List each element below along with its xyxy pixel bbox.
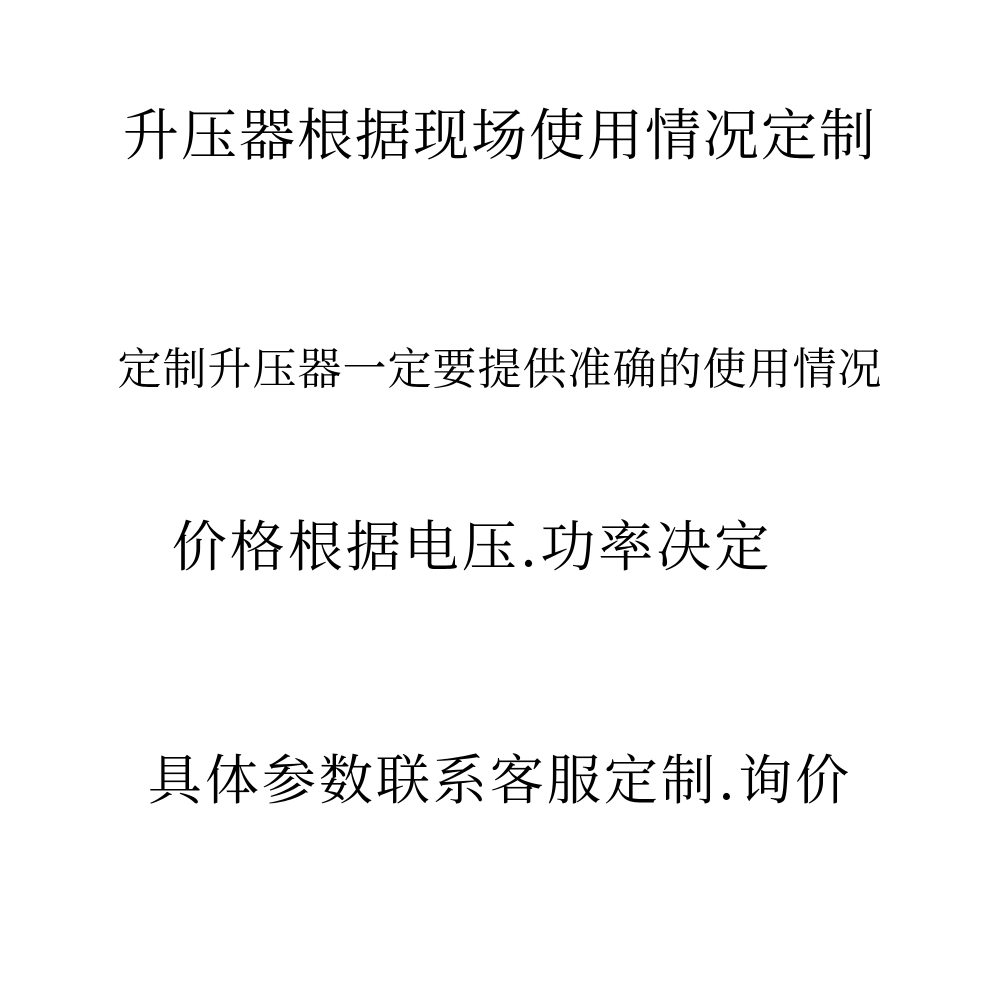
notice-line-price-basis: 价格根据电压.功率决定 (171, 515, 773, 579)
notice-line-contact-service: 具体参数联系客服定制.询价 (147, 749, 853, 812)
notice-line-provide-usage-info: 定制升压器一定要提供准确的使用情况 (117, 344, 883, 395)
notice-line-customization: 升压器根据现场使用情况定制 (123, 104, 877, 169)
